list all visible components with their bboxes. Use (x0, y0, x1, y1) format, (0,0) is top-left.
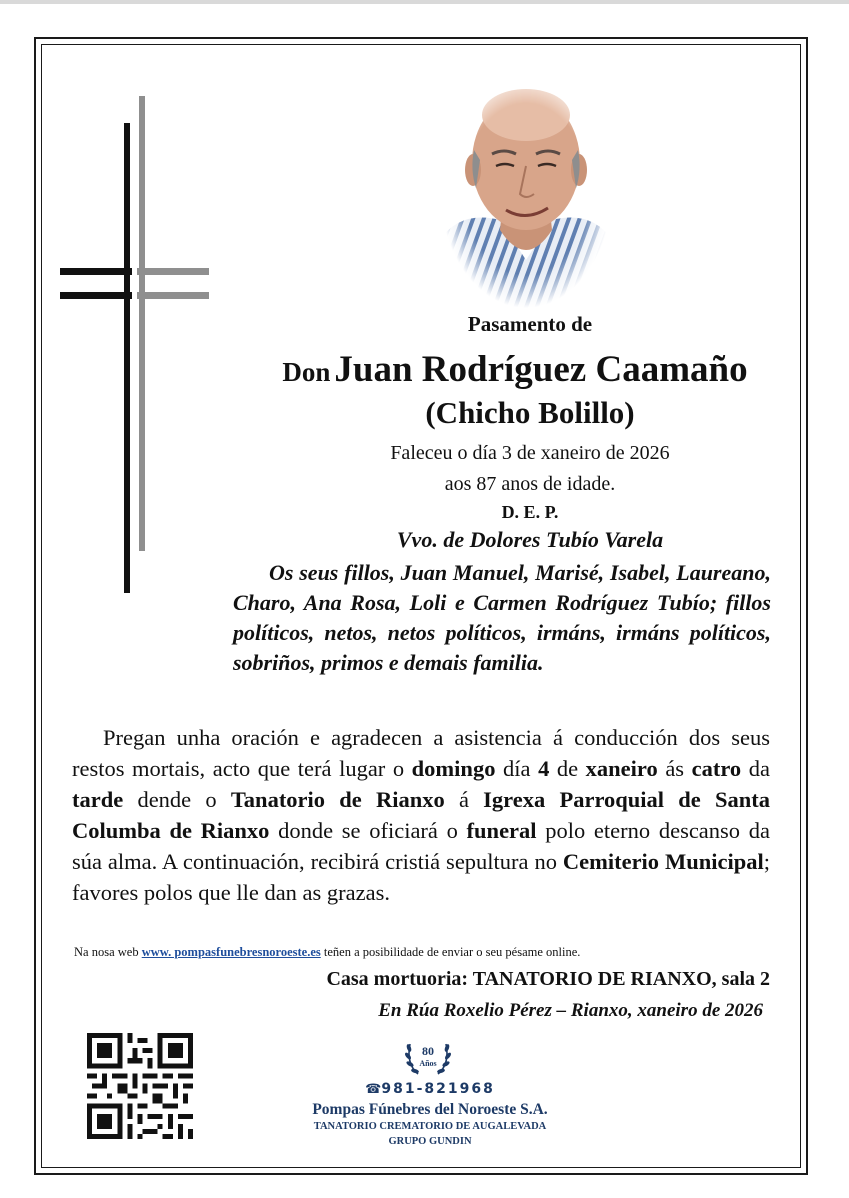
honorific: Don (282, 357, 331, 387)
svg-text:Años: Años (419, 1059, 437, 1068)
website-link[interactable]: www. pompasfunebresnoroeste.es (141, 945, 321, 959)
company-name: Pompas Fúnebres del Noroeste S.A. (312, 1101, 548, 1118)
funeral-home-line: Casa mortuoria: TANATORIO DE RIANXO, sala 2 (326, 968, 770, 990)
widower-line: Vvo. de Dolores Tubío Varela (396, 527, 664, 552)
anniversary-laurel-logo (400, 1034, 456, 1080)
web-note: Na nosa web www. pompasfunebresnoroeste.es teñen a posibilidade de enviar o seu pésame online. (74, 945, 581, 959)
obituary-heading: Pasamento de (467, 312, 593, 336)
death-date: Faleceu o día 3 de xaneiro de 2026 (390, 442, 670, 464)
age-line: aos 87 anos de idade. (444, 473, 616, 495)
company-subtitle: TANATORIO CREMATORIO DE AUGALEVADA (313, 1121, 547, 1132)
deceased-nickname: (Chicho Bolillo) (425, 395, 635, 430)
svg-text:80: 80 (422, 1044, 434, 1058)
qr-code (87, 1033, 193, 1139)
deceased-name: Juan Rodríguez Caamaño (334, 349, 748, 390)
company-group: GRUPO GUNDIN (388, 1136, 472, 1147)
rip-line: D. E. P. (501, 502, 559, 522)
family-list: Os seus fillos, Juan Manuel, Marisé, Isabel, Laureano, Charo, Ana Rosa, Loli e Carmen Rodríguez Tubío; fillos políticos, netos, netos políticos, irmáns, irmáns políticos, sobriños, primos e demais familia. (233, 560, 771, 675)
ceremony-text: Pregan unha oración e agradecen a asistencia á conducción dos seus restos mortais, acto que terá lugar o domingo día 4 de xaneiro ás catro da tarde dende o Tanatorio de Rianxo á Igrexa Parroquial de Santa Columba de Rianxo donde se oficiará o funeral polo eterno descanso da súa alma. A continuación, recibirá cristiá sepultura no Cemiterio Municipal; favores polos que lle dan as grazas. (72, 725, 770, 905)
deceased-name-line (230, 348, 800, 391)
top-edge (0, 0, 849, 4)
phone-icon: ☎ (365, 1082, 382, 1097)
location-line: En Rúa Roxelio Pérez – Rianxo, xaneiro de 2026 (378, 1000, 763, 1021)
phone-number: ☎981-821968 (365, 1081, 495, 1097)
portrait-photo (440, 70, 612, 308)
